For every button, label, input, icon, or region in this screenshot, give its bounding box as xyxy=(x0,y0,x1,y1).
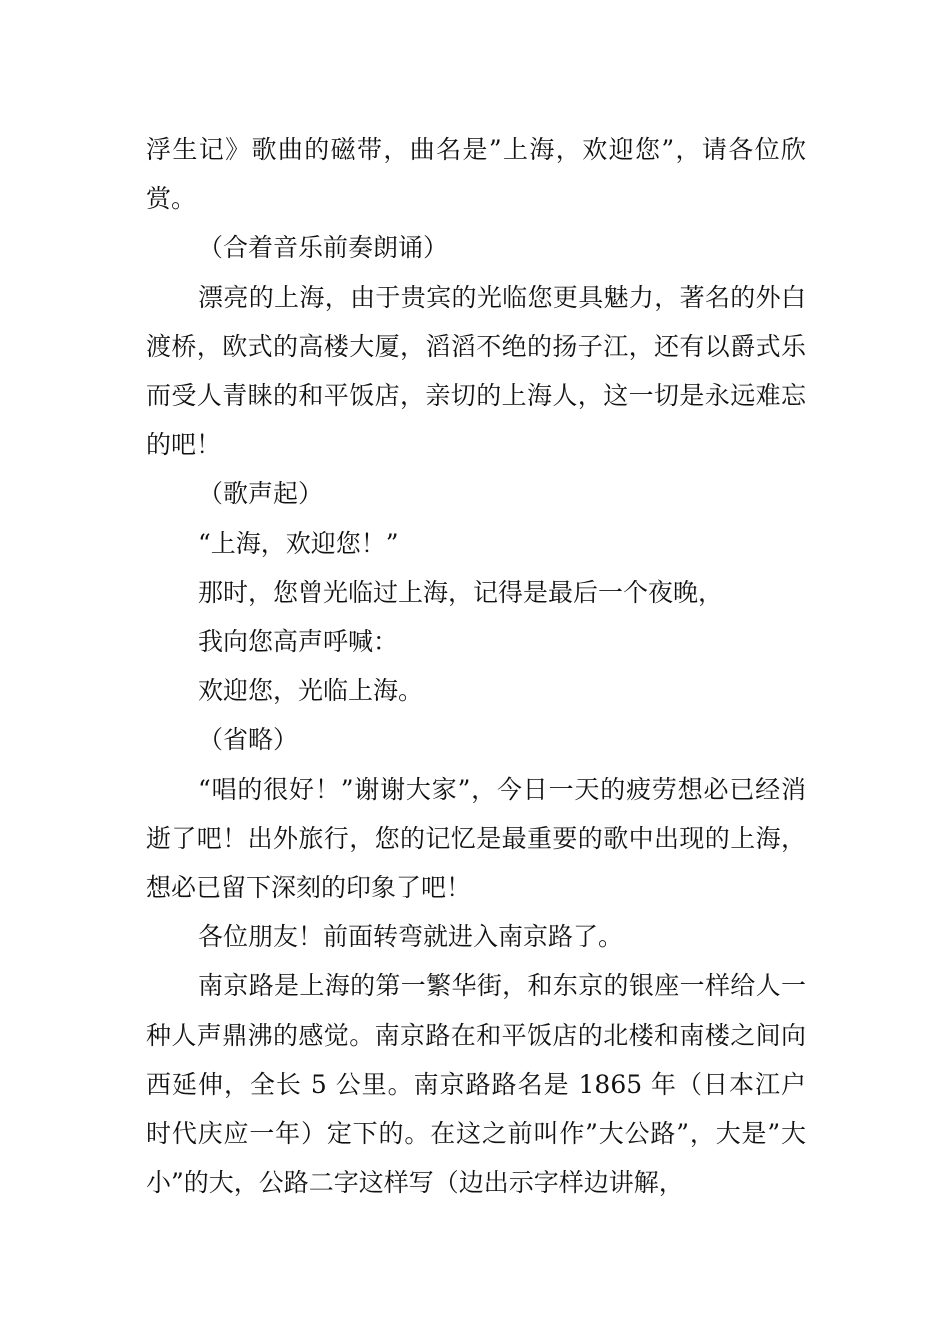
paragraph-song-title: “上海，欢迎您！” xyxy=(198,528,399,558)
document-body xyxy=(146,125,806,1207)
paragraph-lyric-line: 我向您高声呼喊： xyxy=(198,627,399,657)
paragraph-lyric-line: 那时，您曾光临过上海，记得是最后一个夜晚， xyxy=(198,577,724,607)
paragraph-body: 各位朋友！前面转弯就进入南京路了。 xyxy=(198,922,624,952)
paragraph-stage-direction: （合着音乐前奏朗诵） xyxy=(198,233,449,263)
paragraph-recitation: 漂亮的上海，由于贵宾的光临您更具魅力，著名的外白渡桥，欧式的高楼大厦，滔滔不绝的扬子江，还有以爵式乐而受人青睐的和平饭店，亲切的上海人，这一切是永远难忘的吧！ xyxy=(146,282,806,460)
paragraph-stage-direction: （省略） xyxy=(198,725,299,755)
paragraph-body: “唱的很好！”谢谢大家”，今日一天的疲劳想必已经消逝了吧！出外旅行，您的记忆是最重要的歌中出现的上海，想必已留下深刻的印象了吧！ xyxy=(146,774,806,903)
paragraph-body: 南京路是上海的第一繁华街，和东京的银座一样给人一种人声鼎沸的感觉。南京路在和平饭店的北楼和南楼之间向西延伸，全长 5 公里。南京路路名是 1865 年（日本江户时代庆应一年）定下的。在这之前叫作”大公路”，大是”大小”的大，公路二字这样写（边出示字样边讲解， xyxy=(146,971,806,1198)
paragraph-stage-direction: （歌声起） xyxy=(198,479,324,509)
paragraph-continued: 浮生记》歌曲的磁带，曲名是”上海，欢迎您”，请各位欣赏。 xyxy=(146,135,806,214)
paragraph-lyric-line: 欢迎您，光临上海。 xyxy=(198,676,424,706)
